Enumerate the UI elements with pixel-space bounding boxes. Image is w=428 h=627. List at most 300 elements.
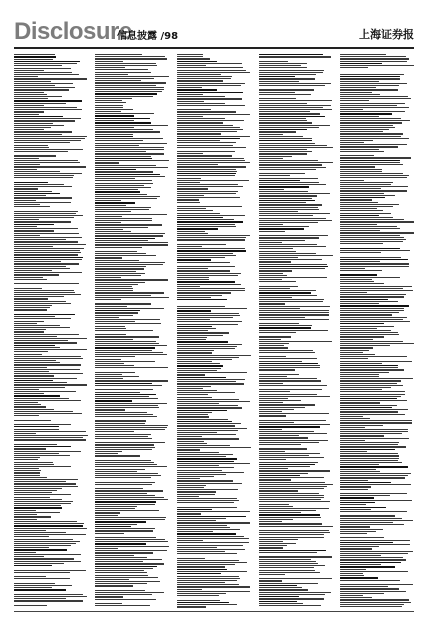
- text-line: [177, 202, 200, 203]
- text-line: [340, 286, 412, 287]
- text-line: [177, 425, 235, 426]
- text-line: [259, 402, 283, 403]
- text-line: [14, 459, 38, 460]
- text-line: [340, 140, 373, 141]
- text-line: [14, 453, 59, 454]
- text-line: [14, 263, 79, 264]
- text-line: [340, 98, 411, 99]
- text-line: [340, 215, 379, 216]
- text-line: [259, 554, 333, 555]
- text-line: [95, 479, 169, 480]
- text-line: [259, 336, 291, 337]
- text-line: [340, 418, 370, 419]
- text-line: [259, 601, 297, 602]
- text-line: [259, 510, 316, 511]
- text-line: [95, 447, 155, 448]
- text-line: [177, 344, 242, 345]
- text-line: [95, 244, 168, 245]
- text-line: [95, 282, 145, 283]
- text-line: [95, 501, 156, 502]
- text-line: [95, 543, 146, 544]
- text-line: [340, 149, 379, 150]
- text-line: [259, 180, 300, 181]
- text-line: [259, 156, 292, 157]
- text-line: [340, 70, 414, 71]
- text-line: [14, 563, 64, 564]
- text-line: [259, 109, 332, 110]
- text-line: [340, 208, 377, 209]
- text-line: [95, 341, 156, 342]
- text-line: [95, 277, 121, 278]
- text-line: [177, 231, 205, 232]
- text-line: [259, 514, 320, 515]
- text-line: [14, 76, 38, 77]
- text-line: [177, 335, 223, 336]
- text-line: [259, 251, 296, 252]
- text-line: [340, 471, 380, 472]
- text-line: [259, 224, 283, 225]
- text-line: [340, 484, 411, 485]
- text-line: [177, 301, 251, 302]
- text-line: [340, 414, 405, 415]
- text-line: [95, 347, 155, 348]
- text-line: [14, 127, 51, 128]
- text-line: [95, 519, 165, 520]
- text-line: [177, 560, 239, 561]
- text-line: [14, 173, 82, 174]
- text-line: [259, 550, 326, 551]
- text-line: [177, 255, 236, 256]
- text-line: [14, 219, 39, 220]
- text-line: [95, 352, 163, 353]
- text-line: [14, 83, 73, 84]
- text-line: [95, 229, 123, 230]
- text-line: [259, 453, 320, 454]
- text-line: [177, 496, 199, 497]
- text-line: [259, 394, 317, 395]
- text-line: [340, 446, 406, 447]
- text-line: [340, 283, 384, 284]
- text-line: [14, 72, 72, 73]
- text-line: [259, 202, 306, 203]
- text-line: [259, 127, 319, 128]
- text-line: [259, 352, 315, 353]
- text-line: [259, 594, 325, 595]
- text-line: [14, 512, 60, 513]
- text-line: [177, 244, 226, 245]
- text-line: [259, 158, 283, 159]
- text-line: [95, 134, 133, 135]
- text-line: [14, 507, 62, 508]
- text-line: [259, 475, 300, 476]
- text-line: [177, 363, 220, 364]
- text-line: [259, 526, 333, 527]
- text-line: [259, 530, 329, 531]
- text-line: [259, 281, 296, 282]
- text-line: [14, 362, 60, 363]
- text-line: [95, 149, 164, 150]
- text-line: [340, 323, 384, 324]
- text-line: [14, 404, 41, 405]
- text-line: [177, 87, 202, 88]
- text-line: [14, 578, 70, 579]
- text-line: [14, 479, 78, 480]
- text-line: [177, 401, 250, 402]
- text-line: [95, 400, 132, 401]
- text-line: [177, 348, 235, 349]
- text-line: [177, 237, 246, 238]
- text-line: [14, 378, 77, 379]
- text-line: [95, 180, 152, 181]
- text-line: [340, 296, 404, 297]
- text-line: [259, 499, 321, 500]
- text-line: [14, 266, 66, 267]
- text-line: [95, 174, 160, 175]
- text-line: [14, 149, 83, 150]
- text-line: [95, 343, 159, 344]
- text-line: [259, 270, 292, 271]
- text-line: [259, 385, 327, 386]
- text-line: [95, 191, 140, 192]
- text-line: [14, 556, 44, 557]
- text-line: [259, 334, 333, 335]
- text-line: [177, 219, 234, 220]
- text-line: [95, 242, 168, 243]
- text-line: [95, 533, 124, 534]
- text-line: [177, 498, 237, 499]
- text-line: [340, 466, 408, 467]
- text-line: [259, 292, 311, 293]
- text-line: [177, 74, 221, 75]
- text-line: [95, 460, 151, 461]
- text-line: [14, 470, 41, 471]
- text-line: [259, 495, 324, 496]
- text-line: [340, 56, 406, 57]
- text-line: [95, 436, 148, 437]
- text-line: [259, 211, 298, 212]
- text-line: [259, 301, 323, 302]
- text-line: [340, 308, 404, 309]
- text-line: [95, 521, 146, 522]
- text-line: [95, 590, 145, 591]
- text-line: [95, 185, 144, 186]
- text-line: [177, 310, 211, 311]
- text-line: [259, 178, 318, 179]
- text-line: [14, 160, 78, 161]
- text-line: [259, 116, 325, 117]
- text-line: [177, 545, 243, 546]
- text-line: [95, 605, 150, 606]
- text-line: [259, 446, 333, 447]
- text-line: [95, 334, 126, 335]
- text-line: [95, 145, 139, 146]
- text-line: [95, 187, 151, 188]
- text-line: [177, 266, 235, 267]
- text-line: [95, 462, 154, 463]
- text-line: [95, 247, 142, 248]
- text-line: [340, 433, 402, 434]
- text-line: [14, 131, 72, 132]
- text-line: [259, 198, 312, 199]
- text-line: [340, 438, 409, 439]
- text-line: [340, 157, 411, 158]
- text-line: [340, 575, 364, 576]
- text-line: [177, 374, 205, 375]
- newspaper-name: 上海证券报: [359, 28, 414, 41]
- text-line: [259, 140, 312, 141]
- text-line: [177, 597, 251, 598]
- text-line: [14, 316, 55, 317]
- text-line: [95, 151, 146, 152]
- text-line: [177, 533, 236, 534]
- text-line: [340, 345, 390, 346]
- text-line: [14, 565, 52, 566]
- text-line: [259, 98, 296, 99]
- text-line: [177, 461, 234, 462]
- text-line: [14, 158, 39, 159]
- text-line: [259, 242, 282, 243]
- text-line: [259, 592, 331, 593]
- text-line: [14, 525, 83, 526]
- text-line: [177, 76, 232, 77]
- text-line: [340, 500, 412, 501]
- text-line: [340, 451, 367, 452]
- text-line: [259, 413, 329, 414]
- text-line: [340, 341, 403, 342]
- text-line: [177, 478, 200, 479]
- text-line: [259, 226, 309, 227]
- text-line: [177, 210, 213, 211]
- text-line: [177, 250, 246, 251]
- text-line: [340, 551, 413, 552]
- text-line: [340, 562, 401, 563]
- text-line: [177, 149, 251, 150]
- text-line: [177, 63, 242, 64]
- text-line: [340, 206, 393, 207]
- text-line: [14, 254, 78, 255]
- text-line: [177, 317, 233, 318]
- text-line: [95, 238, 155, 239]
- text-line: [14, 329, 46, 330]
- text-line: [259, 231, 285, 232]
- text-line: [14, 552, 36, 553]
- text-line: [14, 105, 44, 106]
- text-line: [95, 367, 168, 368]
- text-line: [177, 324, 238, 325]
- text-line: [340, 378, 413, 379]
- text-line: [14, 354, 42, 355]
- text-line: [177, 147, 246, 148]
- text-line: [14, 213, 76, 214]
- text-line: [14, 433, 36, 434]
- text-line: [177, 133, 221, 134]
- text-line: [177, 531, 213, 532]
- text-line: [95, 78, 154, 79]
- text-line: [14, 109, 82, 110]
- text-line: [340, 175, 409, 176]
- text-line: [14, 279, 47, 280]
- text-line: [14, 426, 59, 427]
- text-line: [95, 214, 167, 215]
- text-line: [259, 523, 322, 524]
- text-line: [259, 545, 287, 546]
- text-line: [177, 357, 239, 358]
- text-line: [177, 116, 203, 117]
- text-line: [14, 114, 39, 115]
- text-line: [340, 164, 403, 165]
- text-line: [95, 303, 151, 304]
- text-line: [177, 458, 237, 459]
- text-line: [340, 317, 407, 318]
- text-line: [14, 347, 60, 348]
- text-line: [259, 517, 321, 518]
- text-line: [340, 573, 363, 574]
- text-line: [95, 512, 120, 513]
- text-line: [95, 235, 163, 236]
- text-line: [177, 206, 242, 207]
- text-line: [340, 486, 371, 487]
- text-line: [95, 559, 162, 560]
- text-line: [259, 543, 296, 544]
- text-line: [177, 386, 211, 387]
- text-line: [14, 290, 74, 291]
- text-line: [259, 372, 333, 373]
- text-line: [340, 326, 394, 327]
- text-line: [177, 489, 238, 490]
- text-line: [259, 200, 315, 201]
- text-line: [259, 547, 283, 548]
- text-line: [340, 230, 380, 231]
- text-line: [259, 308, 300, 309]
- text-line: [259, 396, 330, 397]
- text-line: [259, 563, 318, 564]
- text-line: [340, 409, 408, 410]
- text-line: [259, 167, 326, 168]
- text-line: [340, 281, 374, 282]
- text-line: [259, 440, 328, 441]
- text-line: [340, 559, 406, 560]
- text-line: [259, 94, 311, 95]
- text-line: [95, 385, 162, 386]
- text-line: [14, 523, 84, 524]
- text-line: [259, 389, 322, 390]
- text-line: [259, 376, 287, 377]
- text-line: [95, 205, 126, 206]
- text-line: [95, 127, 134, 128]
- text-line: [177, 511, 250, 512]
- text-line: [340, 171, 382, 172]
- text-line: [340, 272, 414, 273]
- text-line: [14, 285, 88, 286]
- text-line: [340, 599, 409, 600]
- text-line: [95, 260, 139, 261]
- text-line: [14, 134, 62, 135]
- text-line: [259, 253, 316, 254]
- text-line: [95, 557, 147, 558]
- text-line: [340, 125, 393, 126]
- text-line: [14, 239, 66, 240]
- text-line: [177, 171, 237, 172]
- text-line: [177, 485, 206, 486]
- text-line: [95, 113, 154, 114]
- text-line: [95, 332, 169, 333]
- text-line: [14, 364, 81, 365]
- text-line: [177, 169, 236, 170]
- disclosure-text-area: [14, 54, 414, 608]
- text-line: [14, 259, 82, 260]
- text-line: [340, 361, 412, 362]
- text-line: [177, 361, 212, 362]
- text-line: [259, 67, 307, 68]
- text-line: [177, 520, 216, 521]
- text-line: [177, 67, 243, 68]
- text-line: [177, 536, 244, 537]
- text-line: [177, 542, 249, 543]
- text-line: [340, 509, 371, 510]
- text-line: [340, 365, 398, 366]
- text-line: [177, 593, 226, 594]
- text-line: [95, 392, 140, 393]
- text-line: [259, 361, 302, 362]
- text-line: [340, 396, 401, 397]
- text-line: [340, 582, 414, 583]
- text-line: [340, 155, 374, 156]
- text-line: [14, 356, 81, 357]
- text-line: [177, 529, 240, 530]
- text-line: [340, 480, 368, 481]
- text-line: [95, 555, 134, 556]
- text-line: [259, 583, 318, 584]
- text-line: [259, 561, 316, 562]
- text-line: [95, 365, 134, 366]
- text-line: [14, 301, 66, 302]
- text-line: [340, 237, 404, 238]
- text-line: [340, 347, 373, 348]
- text-line: [340, 274, 377, 275]
- text-line: [95, 93, 157, 94]
- text-line: [340, 442, 399, 443]
- text-line: [95, 566, 157, 567]
- text-line: [14, 545, 71, 546]
- text-line: [259, 297, 292, 298]
- text-line: [14, 451, 81, 452]
- text-line: [95, 169, 136, 170]
- text-line: [340, 354, 375, 355]
- text-line: [95, 361, 155, 362]
- text-line: [340, 294, 406, 295]
- text-line: [14, 528, 87, 529]
- text-line: [95, 524, 137, 525]
- text-line: [259, 479, 291, 480]
- text-line: [95, 279, 168, 280]
- text-line: [259, 468, 288, 469]
- text-line: [95, 56, 165, 57]
- text-line: [177, 188, 208, 189]
- text-line: [95, 394, 156, 395]
- text-line: [259, 56, 331, 57]
- text-line: [177, 173, 236, 174]
- text-line: [14, 294, 81, 295]
- text-line: [14, 321, 44, 322]
- text-line: [95, 339, 133, 340]
- text-line: [14, 188, 38, 189]
- text-line: [259, 407, 305, 408]
- section-title: 信息披露 /98: [117, 31, 179, 42]
- text-line: [14, 103, 66, 104]
- text-line: [95, 537, 156, 538]
- text-line: [340, 566, 395, 567]
- text-line: [14, 572, 70, 573]
